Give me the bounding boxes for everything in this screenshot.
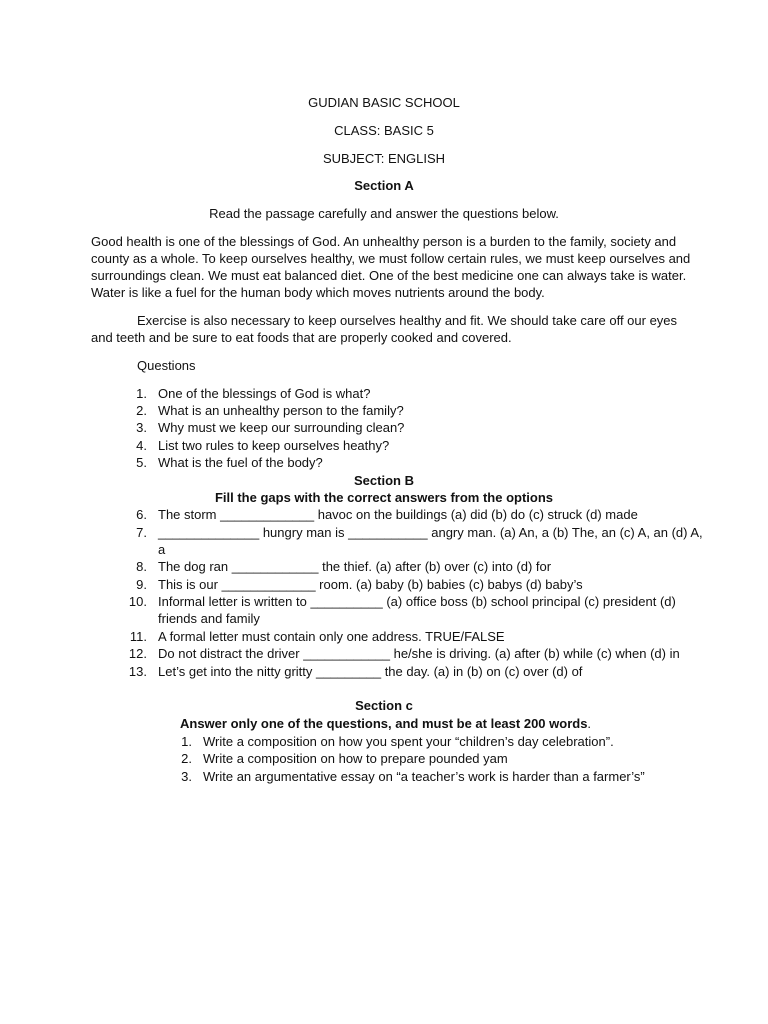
passage-line: surroundings clean. We must eat balanced diet. One of the best medicine one can always take is water. xyxy=(91,268,687,283)
question-text: The storm _____________ havoc on the buildings (a) did (b) do (c) struck (d) made xyxy=(158,507,638,522)
question-text-continued: a xyxy=(158,542,166,557)
section-c-instruction-end: . xyxy=(587,716,592,731)
question-text: ______________ hungry man is ___________ angry man. (a) An, a (b) The, an (c) A, an (d) A, xyxy=(158,525,703,540)
question-number: 5. xyxy=(136,455,147,470)
section-a-instruction: Read the passage carefully and answer the questions below. xyxy=(209,206,559,221)
question-number: 2. xyxy=(181,751,192,766)
question-text: Let’s get into the nitty gritty _________ the day. (a) in (b) on (c) over (d) of xyxy=(158,664,583,679)
question-number: 7. xyxy=(136,525,147,540)
subject-line: SUBJECT: ENGLISH xyxy=(322,151,446,166)
passage-line: Water is like a fuel for the human body which moves nutrients around the body. xyxy=(91,285,545,300)
question-number: 3. xyxy=(136,420,147,435)
passage-line: Exercise is also necessary to keep ourselves healthy and fit. We should take care off our eyes xyxy=(137,313,678,328)
question-text: What is an unhealthy person to the family? xyxy=(158,403,404,418)
question-text: Do not distract the driver ____________ he/she is driving. (a) after (b) while (c) when (d) in xyxy=(158,646,680,661)
class-line: CLASS: BASIC 5 xyxy=(334,123,434,138)
question-text: One of the blessings of God is what? xyxy=(158,386,371,401)
questions-label: Questions xyxy=(137,358,196,373)
section-b-instruction: Fill the gaps with the correct answers from the options xyxy=(214,490,554,505)
question-text: Why must we keep our surrounding clean? xyxy=(158,420,405,435)
question-number: 9. xyxy=(136,577,147,592)
question-number: 1. xyxy=(136,386,147,401)
question-number: 3. xyxy=(181,769,192,784)
question-text: This is our _____________ room. (a) baby (b) babies (c) babys (d) baby’s xyxy=(158,577,583,592)
question-number: 6. xyxy=(136,507,147,522)
question-text: Write a composition on how to prepare pounded yam xyxy=(203,751,508,766)
section-c-title: Section c xyxy=(355,698,413,713)
question-text-continued: friends and family xyxy=(158,611,260,626)
school-name: GUDIAN BASIC SCHOOL xyxy=(308,95,460,110)
question-number: 13. xyxy=(128,664,147,679)
question-number: 2. xyxy=(136,403,147,418)
passage-line: Good health is one of the blessings of God. An unhealthy person is a burden to the family, society and xyxy=(91,234,677,249)
question-number: 10. xyxy=(128,594,147,609)
question-text: Write an argumentative essay on “a teacher’s work is harder than a farmer’s” xyxy=(203,769,645,784)
question-text: Write a composition on how you spent your “children’s day celebration”. xyxy=(203,734,614,749)
question-number: 4. xyxy=(136,438,147,453)
question-number: 8. xyxy=(136,559,147,574)
question-text: The dog ran ____________ the thief. (a) after (b) over (c) into (d) for xyxy=(158,559,552,574)
section-b-title: Section B xyxy=(354,473,414,488)
question-number: 12. xyxy=(128,646,147,661)
section-a-title: Section A xyxy=(354,178,414,193)
question-number: 11. xyxy=(129,629,147,644)
question-text: A formal letter must contain only one address. TRUE/FALSE xyxy=(158,629,505,644)
section-c-instruction xyxy=(180,715,591,732)
passage-line: county as a whole. To keep ourselves healthy, we must follow certain rules, we must keep ourselves and xyxy=(91,251,691,266)
section-c-instruction-bold: Answer only one of the questions, and must be at least 200 words xyxy=(180,716,588,731)
question-number: 1. xyxy=(181,734,192,749)
passage-line: and teeth and be sure to eat foods that are properly cooked and covered. xyxy=(91,330,512,345)
question-text: What is the fuel of the body? xyxy=(158,455,323,470)
question-text: List two rules to keep ourselves heathy? xyxy=(158,438,390,453)
question-text: Informal letter is written to __________ (a) office boss (b) school principal (c) president (d) xyxy=(158,594,676,609)
